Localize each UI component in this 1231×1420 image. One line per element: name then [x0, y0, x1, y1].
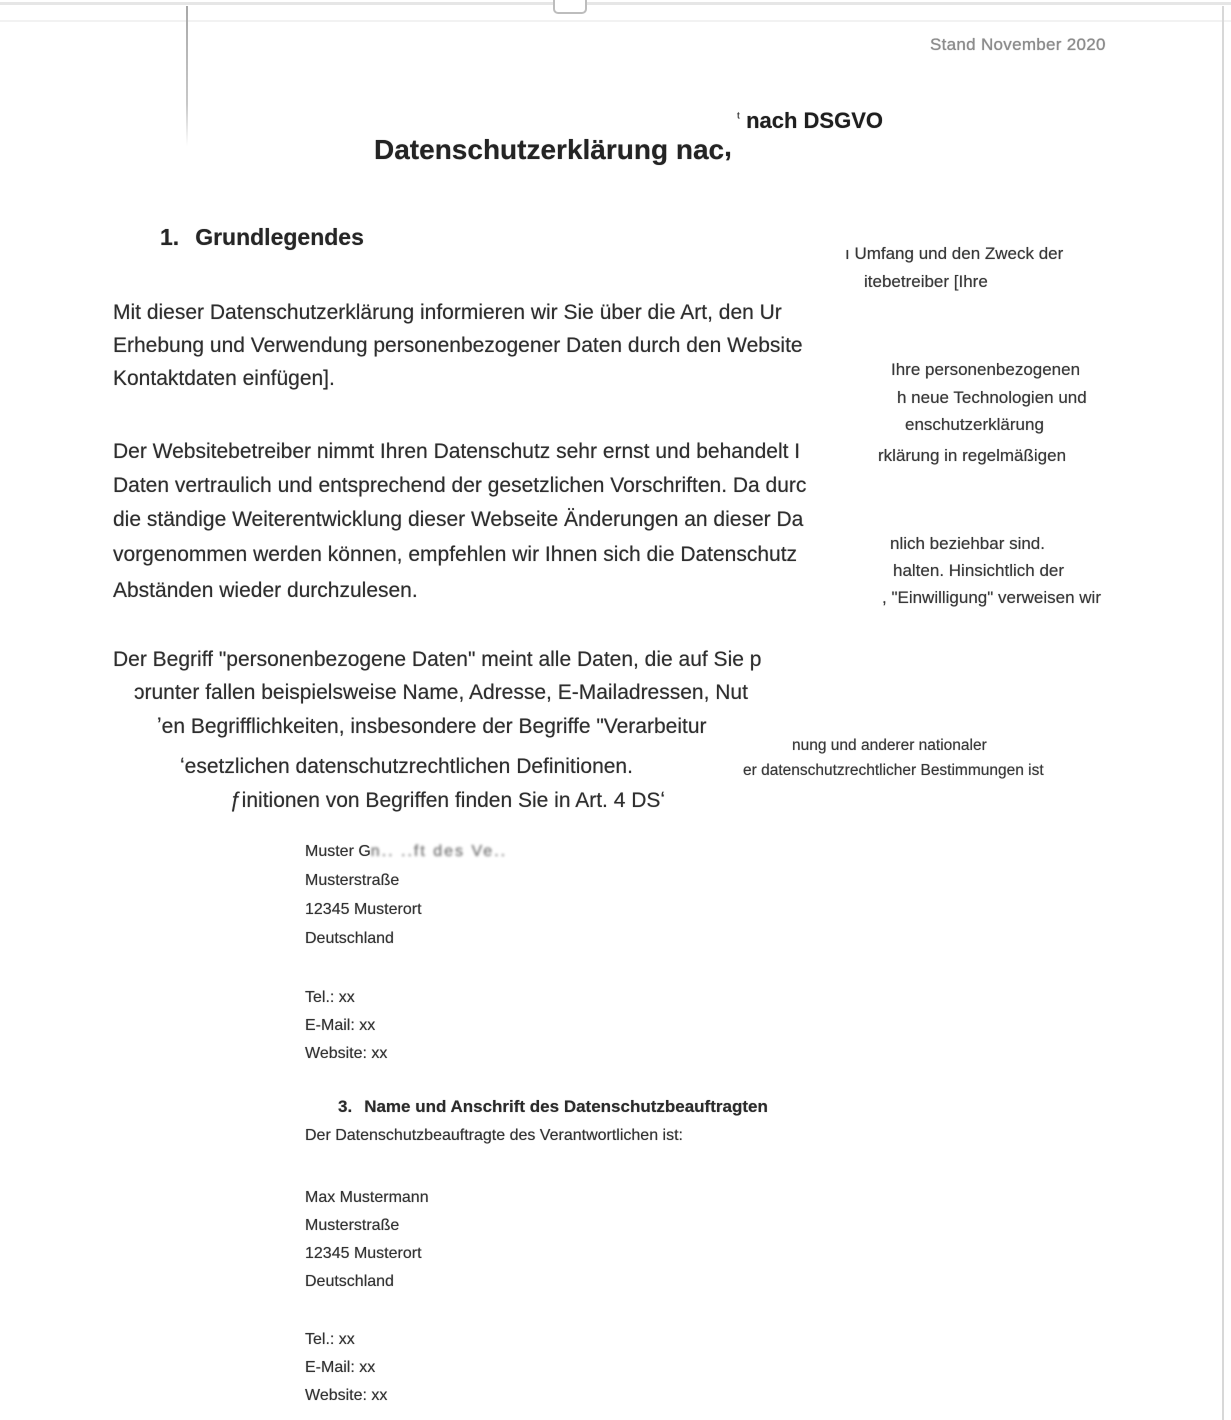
ghost-fragment: ı Umfang und den Zweck der: [845, 244, 1064, 263]
paragraph2-line4: vorgenommen werden können, empfehlen wir Ihnen sich die Datenschutz: [113, 543, 798, 566]
paragraph3-line5: ƒinitionen von Begriffen finden Sie in Art. 4 DSʻ: [230, 789, 666, 812]
paragraph2-line3: die ständige Weiterentwicklung dieser Webseite Änderungen an dieser Da: [113, 508, 804, 531]
ghost-title-text: nach DSGVO: [746, 108, 883, 133]
paragraph2-line2: Daten vertraulich und entsprechend der gesetzlichen Vorschriften. Da durc: [113, 474, 807, 497]
dpo-intro: Der Datenschutzbeauftragte des Verantwortlichen ist:: [305, 1127, 683, 1144]
dpo-street: Musterstraße: [305, 1217, 400, 1234]
controller-name-visible: Muster G: [305, 843, 371, 860]
page-top-shadow-line: [0, 20, 1231, 22]
ghost-fragment: nung und anderer nationaler: [792, 737, 987, 754]
ghost-fragment: Ihre personenbezogenen: [891, 360, 1081, 379]
ghost-fragment: h neue Technologien und: [897, 388, 1087, 407]
paragraph2-line5: Abständen wieder durchzulesen.: [113, 579, 418, 602]
page-top-edge-line: [0, 2, 1231, 5]
ghost-title-fragment: [737, 110, 883, 132]
dpo-country: Deutschland: [305, 1273, 394, 1290]
paragraph3-line4: ʻesetzlichen datenschutzrechtlichen Definitionen.: [180, 755, 633, 778]
page-title: Datenschutzerklärung nac,: [374, 131, 732, 165]
dpo-email: E-Mail: xx: [305, 1359, 376, 1376]
section-heading-grundlegendes: [160, 226, 364, 249]
controller-website: Website: xx: [305, 1045, 388, 1062]
paragraph2-line1: Der Websitebetreiber nimmt Ihren Datenschutz sehr ernst und behandelt I: [113, 440, 801, 463]
section-heading-datenschutzbeauftragter: [338, 1098, 768, 1115]
paragraph1-line1: Mit dieser Datenschutzerklärung informieren wir Sie über die Art, den Ur: [113, 301, 782, 324]
paragraph3-line3: ʼen Begrifflichkeiten, insbesondere der Begriffe "Verarbeitur: [157, 715, 707, 738]
controller-country: Deutschland: [305, 930, 394, 947]
paragraph3-line1: Der Begriff "personenbezogene Daten" meint alle Daten, die auf Sie p: [113, 648, 762, 671]
clipped-char-mark: ,: [724, 131, 732, 162]
background-page-left-edge: [186, 6, 188, 146]
status-date: Stand November 2020: [930, 35, 1106, 54]
paragraph1-line2: Erhebung und Verwendung personenbezogener Daten durch den Website: [113, 334, 803, 357]
controller-tel: Tel.: xx: [305, 989, 355, 1006]
section-number: 1.: [160, 224, 180, 250]
section-label: Name und Anschrift des Datenschutzbeauftragten: [364, 1097, 768, 1116]
paragraph3-line2: ɔrunter fallen beispielsweise Name, Adresse, E-Mailadressen, Nut: [134, 681, 748, 704]
ghost-fragment: er datenschutzrechtlicher Bestimmungen ist: [743, 762, 1044, 779]
clipped-char-mark: ᵗ: [737, 109, 741, 125]
section-label: Grundlegendes: [195, 224, 364, 250]
controller-city: 12345 Musterort: [305, 901, 422, 918]
section-number: 3.: [338, 1097, 353, 1116]
ghost-fragment: enschutzerklärung: [905, 415, 1044, 434]
ghost-fragment: itebetreiber [Ihre: [864, 272, 988, 291]
controller-street: Musterstraße: [305, 872, 400, 889]
dpo-city: 12345 Musterort: [305, 1245, 422, 1262]
clipped-top-ui-glyph: [553, 0, 587, 14]
dpo-tel: Tel.: xx: [305, 1331, 355, 1348]
ghost-fragment: , "Einwilligung" verweisen wir: [882, 588, 1101, 607]
ghost-fragment: rklärung in regelmäßigen: [878, 446, 1067, 465]
ghost-fragment: nlich beziehbar sind.: [890, 534, 1045, 553]
dpo-name: Max Mustermann: [305, 1189, 429, 1206]
controller-name-smudge: n.. ..ft des Ve..: [370, 843, 508, 860]
paragraph1-line3: Kontaktdaten einfügen].: [113, 367, 335, 390]
controller-email: E-Mail: xx: [305, 1017, 376, 1034]
controller-name-line: [305, 844, 507, 860]
background-page-right-edge: [1222, 6, 1224, 1420]
ghost-fragment: halten. Hinsichtlich der: [893, 561, 1065, 580]
dpo-website: Website: xx: [305, 1387, 388, 1404]
